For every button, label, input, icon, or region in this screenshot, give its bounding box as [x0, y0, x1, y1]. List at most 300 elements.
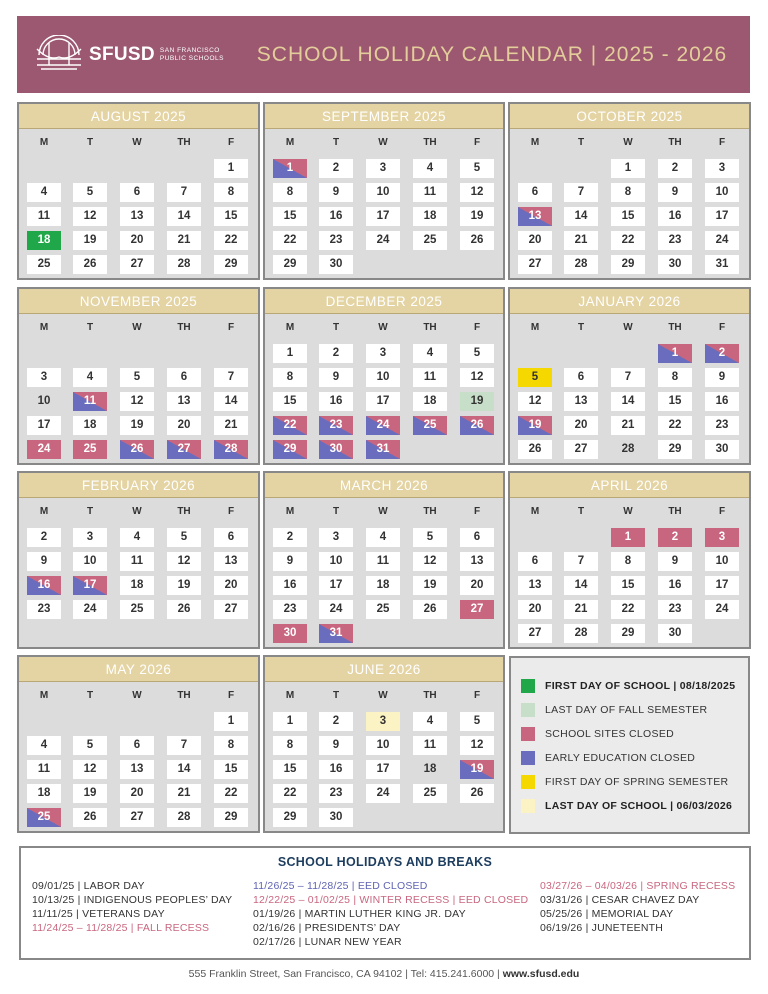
legend-label: FIRST DAY OF SPRING SEMESTER	[545, 776, 729, 788]
calendar-day: 12	[460, 368, 494, 387]
weekday-label: T	[86, 137, 94, 148]
calendar-day: 24	[705, 600, 739, 619]
calendar-day: 25	[413, 231, 447, 250]
weekday-label: T	[577, 506, 585, 517]
legend-swatch	[521, 703, 535, 717]
weekday-label: T	[332, 690, 340, 701]
holidays-column	[253, 879, 528, 949]
weekday-label: W	[132, 322, 142, 333]
calendar-day: 11	[413, 368, 447, 387]
calendar-day: 5	[460, 344, 494, 363]
calendar-day: 13	[120, 760, 154, 779]
calendar-day: 29	[214, 808, 248, 827]
calendar-day: 25	[413, 784, 447, 803]
calendar-day: 8	[273, 183, 307, 202]
calendar-day: 5	[73, 183, 107, 202]
calendar-day: 23	[658, 231, 692, 250]
weekday-label: T	[86, 506, 94, 517]
month-march-2026	[263, 471, 505, 649]
calendar-day: 17	[366, 207, 400, 226]
calendar-day: 9	[27, 552, 61, 571]
calendar-day: 14	[214, 392, 248, 411]
weekday-header	[265, 506, 503, 520]
calendar-day: 27	[120, 255, 154, 274]
weekday-label: M	[39, 322, 49, 333]
holiday-item: 10/13/25 | INDIGENOUS PEOPLES’ DAY	[32, 894, 233, 906]
calendar-day: 9	[319, 736, 353, 755]
holiday-item: 06/19/26 | JUNETEENTH	[540, 922, 664, 934]
logo-organization	[160, 47, 224, 63]
month-february-2026	[17, 471, 260, 649]
month-april-2026	[508, 471, 751, 649]
calendar-day: 18	[423, 763, 437, 775]
weekday-label: TH	[668, 506, 682, 517]
holiday-item: 02/17/26 | LUNAR NEW YEAR	[253, 936, 402, 948]
calendar-day: 21	[167, 231, 201, 250]
calendar-day: 29	[214, 255, 248, 274]
calendar-day: 22	[611, 231, 645, 250]
calendar-day: 26	[460, 416, 494, 435]
legend-swatch	[521, 751, 535, 765]
calendar-day: 14	[167, 760, 201, 779]
calendar-day: 18	[413, 207, 447, 226]
weekday-label: TH	[423, 322, 437, 333]
weekday-header	[19, 137, 258, 151]
calendar-day: 13	[518, 576, 552, 595]
legend-item	[521, 799, 732, 813]
holiday-item: 11/24/25 – 11/28/25 | FALL RECESS	[32, 922, 210, 934]
calendar-day: 20	[120, 231, 154, 250]
calendar-day: 24	[27, 440, 61, 459]
calendar-day: 1	[273, 712, 307, 731]
calendar-day: 13	[460, 552, 494, 571]
calendar-day: 21	[214, 416, 248, 435]
calendar-day: 21	[564, 600, 598, 619]
holiday-item: 11/26/25 – 11/28/25 | EED CLOSED	[253, 880, 428, 892]
calendar-day: 19	[460, 760, 494, 779]
calendar-day: 1	[658, 344, 692, 363]
calendar-day: 27	[518, 624, 552, 643]
calendar-day: 8	[273, 368, 307, 387]
calendar-day: 10	[37, 395, 51, 407]
weekday-label: W	[132, 690, 142, 701]
weekday-label: F	[227, 322, 235, 333]
month-title: JUNE 2026	[265, 657, 503, 682]
calendar-day: 21	[564, 231, 598, 250]
weekday-label: T	[332, 506, 340, 517]
calendar-day: 3	[27, 368, 61, 387]
calendar-day: 23	[273, 600, 307, 619]
calendar-day: 3	[319, 528, 353, 547]
calendar-day: 22	[273, 416, 307, 435]
calendar-day: 6	[460, 528, 494, 547]
calendar-day: 29	[611, 624, 645, 643]
calendar-day: 26	[120, 440, 154, 459]
weekday-label: TH	[423, 690, 437, 701]
month-title: SEPTEMBER 2025	[265, 104, 503, 129]
holiday-item: 03/27/26 – 04/03/26 | SPRING RECESS	[540, 880, 736, 892]
calendar-day: 5	[460, 159, 494, 178]
calendar-day: 11	[27, 207, 61, 226]
calendar-day: 18	[413, 392, 447, 411]
calendar-day: 17	[27, 416, 61, 435]
weekday-header	[265, 322, 503, 336]
calendar-day: 28	[621, 443, 635, 455]
month-title: AUGUST 2025	[19, 104, 258, 129]
calendar-day: 14	[611, 392, 645, 411]
weekday-label: T	[332, 322, 340, 333]
holidays-column	[540, 879, 735, 935]
calendar-day: 6	[518, 552, 552, 571]
calendar-day: 20	[167, 416, 201, 435]
calendar-day: 15	[611, 576, 645, 595]
calendar-day: 18	[27, 784, 61, 803]
calendar-day: 4	[413, 159, 447, 178]
weekday-header	[265, 690, 503, 704]
holiday-item: 11/11/25 | VETERANS DAY	[32, 908, 165, 920]
calendar-day: 4	[120, 528, 154, 547]
calendar-day: 3	[705, 159, 739, 178]
holiday-item: 05/25/26 | MEMORIAL DAY	[540, 908, 674, 920]
calendar-day: 1	[214, 159, 248, 178]
calendar-day: 7	[564, 552, 598, 571]
calendar-day: 31	[366, 440, 400, 459]
calendar-day: 28	[167, 255, 201, 274]
calendar-day: 15	[273, 392, 307, 411]
calendar-day: 12	[460, 183, 494, 202]
calendar-day: 11	[120, 552, 154, 571]
calendar-day: 23	[319, 416, 353, 435]
calendar-day: 16	[319, 760, 353, 779]
calendar-day: 9	[705, 368, 739, 387]
calendar-day: 24	[319, 600, 353, 619]
calendar-day: 26	[460, 231, 494, 250]
month-october-2025	[508, 102, 751, 280]
weekday-header	[510, 322, 749, 336]
calendar-day: 1	[214, 712, 248, 731]
calendar-day: 6	[214, 528, 248, 547]
calendar-day: 11	[27, 760, 61, 779]
calendar-day: 25	[120, 600, 154, 619]
calendar-day: 4	[413, 344, 447, 363]
legend-label: FIRST DAY OF SCHOOL | 08/18/2025	[545, 680, 736, 692]
calendar-day: 2	[658, 159, 692, 178]
weekday-label: M	[530, 322, 540, 333]
weekday-label: F	[227, 137, 235, 148]
calendar-day: 18	[366, 576, 400, 595]
holiday-item: 02/16/26 | PRESIDENTS’ DAY	[253, 922, 401, 934]
weekday-label: TH	[177, 506, 191, 517]
calendar-day: 19	[460, 392, 494, 411]
calendar-day: 1	[611, 159, 645, 178]
calendar-day: 5	[460, 712, 494, 731]
calendar-day: 7	[167, 183, 201, 202]
calendar-day: 25	[413, 416, 447, 435]
calendar-day: 27	[564, 440, 598, 459]
calendar-day: 29	[611, 255, 645, 274]
calendar-day: 26	[167, 600, 201, 619]
calendar-day: 24	[366, 416, 400, 435]
month-may-2026	[17, 655, 260, 833]
holidays-column	[32, 879, 232, 935]
calendar-day: 27	[120, 808, 154, 827]
calendar-day: 25	[27, 808, 61, 827]
holidays-panel	[19, 846, 751, 960]
calendar-day: 8	[214, 183, 248, 202]
logo-abbreviation: SFUSD	[89, 44, 155, 65]
calendar-day: 22	[214, 231, 248, 250]
weekday-label: F	[227, 690, 235, 701]
calendar-day: 9	[273, 552, 307, 571]
calendar-day: 14	[564, 576, 598, 595]
weekday-label: T	[86, 322, 94, 333]
weekday-label: TH	[423, 506, 437, 517]
sfusd-logo	[35, 34, 235, 76]
calendar-day: 12	[460, 736, 494, 755]
calendar-day: 10	[366, 368, 400, 387]
calendar-day: 19	[518, 416, 552, 435]
calendar-day: 2	[319, 712, 353, 731]
calendar-day: 19	[73, 231, 107, 250]
calendar-day: 7	[167, 736, 201, 755]
calendar-day: 6	[564, 368, 598, 387]
calendar-day: 17	[73, 576, 107, 595]
month-september-2025	[263, 102, 505, 280]
calendar-day: 23	[319, 231, 353, 250]
calendar-day: 10	[366, 736, 400, 755]
month-june-2026	[263, 655, 505, 833]
calendar-day: 8	[273, 736, 307, 755]
header-banner	[17, 16, 750, 93]
calendar-day: 25	[366, 600, 400, 619]
calendar-day: 26	[460, 784, 494, 803]
calendar-day: 24	[366, 231, 400, 250]
weekday-label: TH	[177, 137, 191, 148]
legend-swatch	[521, 775, 535, 789]
calendar-day: 23	[705, 416, 739, 435]
legend-item	[521, 775, 728, 789]
calendar-day: 22	[273, 784, 307, 803]
legend-item	[521, 679, 735, 693]
weekday-header	[19, 690, 258, 704]
calendar-day: 10	[705, 552, 739, 571]
calendar-day: 20	[214, 576, 248, 595]
calendar-day: 22	[214, 784, 248, 803]
calendar-day: 16	[705, 392, 739, 411]
month-january-2026	[508, 287, 751, 465]
calendar-day: 16	[658, 207, 692, 226]
holiday-item: 01/19/26 | MARTIN LUTHER KING JR. DAY	[253, 908, 466, 920]
calendar-day: 14	[167, 207, 201, 226]
calendar-day: 3	[366, 344, 400, 363]
weekday-label: TH	[668, 137, 682, 148]
calendar-day: 4	[73, 368, 107, 387]
month-august-2025	[17, 102, 260, 280]
calendar-day: 18	[27, 231, 61, 250]
holiday-item: 09/01/25 | LABOR DAY	[32, 880, 145, 892]
calendar-day: 16	[319, 207, 353, 226]
calendar-day: 17	[705, 207, 739, 226]
calendar-day: 31	[705, 255, 739, 274]
calendar-day: 15	[611, 207, 645, 226]
month-title: JANUARY 2026	[510, 289, 749, 314]
calendar-day: 10	[366, 183, 400, 202]
calendar-day: 30	[658, 624, 692, 643]
holiday-item: 03/31/26 | CESAR CHAVEZ DAY	[540, 894, 700, 906]
calendar-day: 28	[214, 440, 248, 459]
holidays-title: SCHOOL HOLIDAYS AND BREAKS	[277, 855, 493, 869]
weekday-label: F	[718, 137, 726, 148]
calendar-day: 16	[658, 576, 692, 595]
calendar-day: 3	[73, 528, 107, 547]
weekday-label: W	[378, 137, 388, 148]
calendar-day: 26	[413, 600, 447, 619]
calendar-day: 13	[120, 207, 154, 226]
calendar-day: 12	[73, 760, 107, 779]
weekday-label: M	[285, 690, 295, 701]
calendar-day: 15	[214, 207, 248, 226]
weekday-label: T	[577, 137, 585, 148]
weekday-label: F	[473, 690, 481, 701]
calendar-day: 21	[611, 416, 645, 435]
calendar-day: 6	[167, 368, 201, 387]
weekday-header	[19, 506, 258, 520]
weekday-label: W	[623, 322, 633, 333]
calendar-day: 28	[564, 624, 598, 643]
calendar-day: 13	[167, 392, 201, 411]
weekday-label: F	[718, 322, 726, 333]
calendar-day: 17	[319, 576, 353, 595]
weekday-label: W	[132, 506, 142, 517]
calendar-day: 13	[214, 552, 248, 571]
calendar-day: 4	[366, 528, 400, 547]
calendar-day: 16	[273, 576, 307, 595]
weekday-label: W	[378, 690, 388, 701]
calendar-day: 29	[273, 440, 307, 459]
calendar-day: 27	[167, 440, 201, 459]
calendar-day: 2	[658, 528, 692, 547]
weekday-label: W	[378, 322, 388, 333]
calendar-day: 20	[460, 576, 494, 595]
calendar-day: 9	[319, 368, 353, 387]
legend-swatch	[521, 727, 535, 741]
calendar-day: 26	[73, 808, 107, 827]
calendar-day: 9	[658, 183, 692, 202]
holiday-item: 12/22/25 – 01/02/25 | WINTER RECESS | EED CLOSED	[253, 894, 529, 906]
calendar-day: 3	[705, 528, 739, 547]
calendar-day: 4	[27, 183, 61, 202]
weekday-header	[265, 137, 503, 151]
weekday-label: M	[285, 137, 295, 148]
weekday-header	[510, 137, 749, 151]
month-title: FEBRUARY 2026	[19, 473, 258, 498]
weekday-label: W	[623, 137, 633, 148]
calendar-day: 23	[658, 600, 692, 619]
month-november-2025	[17, 287, 260, 465]
legend-label: EARLY EDUCATION CLOSED	[545, 752, 696, 764]
legend-item	[521, 751, 695, 765]
calendar-day: 30	[273, 624, 307, 643]
calendar-day: 10	[705, 183, 739, 202]
calendar-day: 20	[120, 784, 154, 803]
weekday-label: T	[86, 690, 94, 701]
weekday-label: F	[473, 137, 481, 148]
calendar-day: 3	[366, 159, 400, 178]
calendar-day: 6	[120, 183, 154, 202]
calendar-day: 11	[413, 183, 447, 202]
calendar-day: 12	[73, 207, 107, 226]
weekday-label: TH	[423, 137, 437, 148]
month-title: NOVEMBER 2025	[19, 289, 258, 314]
calendar-day: 5	[167, 528, 201, 547]
calendar-day: 23	[27, 600, 61, 619]
weekday-label: F	[473, 506, 481, 517]
calendar-day: 5	[120, 368, 154, 387]
calendar-day: 15	[273, 207, 307, 226]
calendar-day: 16	[319, 392, 353, 411]
legend-swatch	[521, 679, 535, 693]
golden-gate-bridge-icon	[35, 35, 83, 75]
legend-item	[521, 703, 707, 717]
calendar-day: 2	[273, 528, 307, 547]
calendar-day: 12	[413, 552, 447, 571]
calendar-day: 27	[460, 600, 494, 619]
calendar-day: 9	[319, 183, 353, 202]
calendar-day: 22	[273, 231, 307, 250]
calendar-day: 20	[564, 416, 598, 435]
calendar-day: 2	[705, 344, 739, 363]
calendar-day: 8	[658, 368, 692, 387]
weekday-label: M	[39, 137, 49, 148]
month-title: APRIL 2026	[510, 473, 749, 498]
calendar-day: 7	[564, 183, 598, 202]
calendar-day: 28	[167, 808, 201, 827]
calendar-day: 2	[319, 344, 353, 363]
legend-label: SCHOOL SITES CLOSED	[545, 728, 675, 740]
weekday-label: M	[530, 137, 540, 148]
calendar-day: 13	[518, 207, 552, 226]
calendar-day: 25	[73, 440, 107, 459]
calendar-day: 22	[611, 600, 645, 619]
calendar-day: 15	[214, 760, 248, 779]
calendar-day: 8	[214, 736, 248, 755]
calendar-day: 13	[564, 392, 598, 411]
calendar-day: 11	[413, 736, 447, 755]
calendar-day: 22	[658, 416, 692, 435]
weekday-label: T	[577, 322, 585, 333]
calendar-day: 28	[564, 255, 598, 274]
calendar-day: 5	[73, 736, 107, 755]
calendar-day: 30	[319, 255, 353, 274]
calendar-day: 24	[366, 784, 400, 803]
calendar-day: 3	[366, 712, 400, 731]
calendar-day: 18	[73, 416, 107, 435]
weekday-header	[19, 322, 258, 336]
calendar-day: 26	[73, 255, 107, 274]
footer-website-link[interactable]: www.sfusd.edu	[502, 968, 580, 980]
calendar-day: 17	[366, 392, 400, 411]
calendar-day: 29	[273, 808, 307, 827]
weekday-label: F	[718, 506, 726, 517]
calendar-day: 8	[611, 552, 645, 571]
calendar-day: 12	[120, 392, 154, 411]
calendar-day: 19	[167, 576, 201, 595]
calendar-day: 27	[518, 255, 552, 274]
legend	[509, 656, 750, 834]
calendar-day: 27	[214, 600, 248, 619]
calendar-day: 10	[319, 552, 353, 571]
weekday-label: F	[227, 506, 235, 517]
